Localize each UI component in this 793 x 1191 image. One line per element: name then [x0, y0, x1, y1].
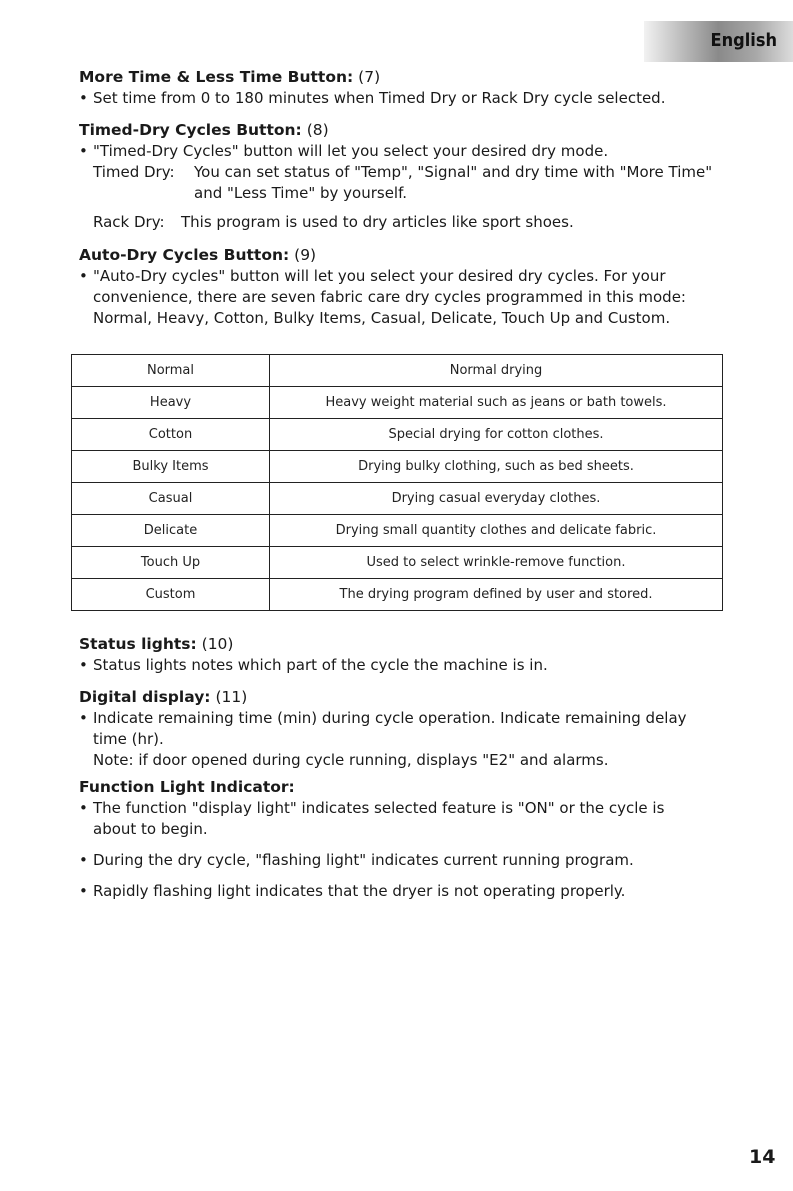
digital-display-bullet-1 — [79, 708, 687, 729]
rack-dry-label: Rack Dry: — [93, 213, 165, 231]
table-row — [72, 579, 723, 611]
table-row — [72, 387, 723, 419]
more-time-heading — [79, 67, 380, 87]
timed-dry-label: Timed Dry: — [93, 163, 175, 181]
cycle-desc-cell: Special drying for cotton clothes. — [270, 419, 723, 451]
auto-dry-heading — [79, 245, 316, 265]
status-lights-title: Status lights: — [79, 635, 197, 653]
timed-dry-heading — [79, 120, 329, 140]
table-row — [72, 483, 723, 515]
digital-display-bullet-1-text: Indicate remaining time (min) during cycle operation. Indicate remaining delay — [93, 709, 687, 727]
auto-dry-bullet-1 — [79, 266, 666, 287]
table-row — [72, 515, 723, 547]
timed-dry-text-2: and "Less Time" by yourself. — [194, 184, 408, 202]
more-time-num: (7) — [358, 68, 381, 86]
function-light-bullet-3 — [79, 881, 625, 902]
cycle-desc-cell: The drying program defined by user and stored. — [270, 579, 723, 611]
timed-dry-bullet-text: "Timed-Dry Cycles" button will let you select your desired dry mode. — [93, 142, 609, 160]
status-lights-bullet — [79, 655, 548, 676]
auto-dry-num: (9) — [294, 246, 317, 264]
digital-display-bullet-2: time (hr). — [93, 730, 164, 748]
function-light-bullet-1-text: The function "display light" indicates selected feature is "ON" or the cycle is — [93, 799, 665, 817]
auto-dry-bullet-3: Normal, Heavy, Cotton, Bulky Items, Casual, Delicate, Touch Up and Custom. — [93, 309, 671, 327]
function-light-bullet-2 — [79, 850, 634, 871]
page-number: 14 — [749, 1146, 776, 1168]
more-time-bullet — [79, 88, 665, 109]
digital-display-num: (11) — [215, 688, 248, 706]
function-light-bullet-3-text: Rapidly flashing light indicates that the dryer is not operating properly. — [93, 882, 626, 900]
cycle-desc-cell: Used to select wrinkle-remove function. — [270, 547, 723, 579]
auto-dry-bullet-2: convenience, there are seven fabric care dry cycles programmed in this mode: — [93, 288, 686, 306]
timed-dry-title: Timed-Dry Cycles Button: — [79, 121, 302, 139]
status-lights-heading — [79, 634, 233, 654]
cycle-desc-cell: Drying small quantity clothes and delicate fabric. — [270, 515, 723, 547]
auto-dry-bullet-1-text: "Auto-Dry cycles" button will let you select your desired dry cycles. For your — [93, 267, 666, 285]
cycle-name-cell: Custom — [72, 579, 270, 611]
cycle-name-cell: Normal — [72, 355, 270, 387]
table-row — [72, 419, 723, 451]
function-light-heading — [79, 777, 295, 797]
cycle-name-cell: Touch Up — [72, 547, 270, 579]
more-time-bullet-text: Set time from 0 to 180 minutes when Timed Dry or Rack Dry cycle selected. — [93, 89, 666, 107]
function-light-title: Function Light Indicator: — [79, 778, 295, 796]
status-lights-num: (10) — [201, 635, 234, 653]
cycle-table — [71, 354, 723, 611]
more-time-title: More Time & Less Time Button: — [79, 68, 354, 86]
cycle-desc-cell: Drying casual everyday clothes. — [270, 483, 723, 515]
digital-display-note: Note: if door opened during cycle running, displays "E2" and alarms. — [93, 751, 609, 769]
cycle-table-body — [72, 355, 723, 611]
cycle-name-cell: Casual — [72, 483, 270, 515]
cycle-name-cell: Delicate — [72, 515, 270, 547]
language-label: English — [710, 30, 777, 51]
cycle-name-cell: Bulky Items — [72, 451, 270, 483]
table-row — [72, 451, 723, 483]
auto-dry-title: Auto-Dry Cycles Button: — [79, 246, 290, 264]
cycle-desc-cell: Normal drying — [270, 355, 723, 387]
language-tab — [644, 21, 793, 62]
timed-dry-bullet — [79, 141, 608, 162]
table-row — [72, 547, 723, 579]
digital-display-heading — [79, 687, 247, 707]
timed-dry-num: (8) — [306, 121, 329, 139]
function-light-bullet-2-text: During the dry cycle, "flashing light" indicates current running program. — [93, 851, 634, 869]
status-lights-bullet-text: Status lights notes which part of the cycle the machine is in. — [93, 656, 548, 674]
digital-display-title: Digital display: — [79, 688, 211, 706]
timed-dry-text-1: You can set status of "Temp", "Signal" and dry time with "More Time" — [194, 163, 713, 181]
function-light-bullet-1b: about to begin. — [93, 820, 208, 838]
rack-dry-text: This program is used to dry articles like sport shoes. — [181, 213, 574, 231]
cycle-name-cell: Heavy — [72, 387, 270, 419]
function-light-bullet-1 — [79, 798, 664, 819]
cycle-desc-cell: Drying bulky clothing, such as bed sheets. — [270, 451, 723, 483]
cycle-name-cell: Cotton — [72, 419, 270, 451]
table-row — [72, 355, 723, 387]
cycle-desc-cell: Heavy weight material such as jeans or bath towels. — [270, 387, 723, 419]
